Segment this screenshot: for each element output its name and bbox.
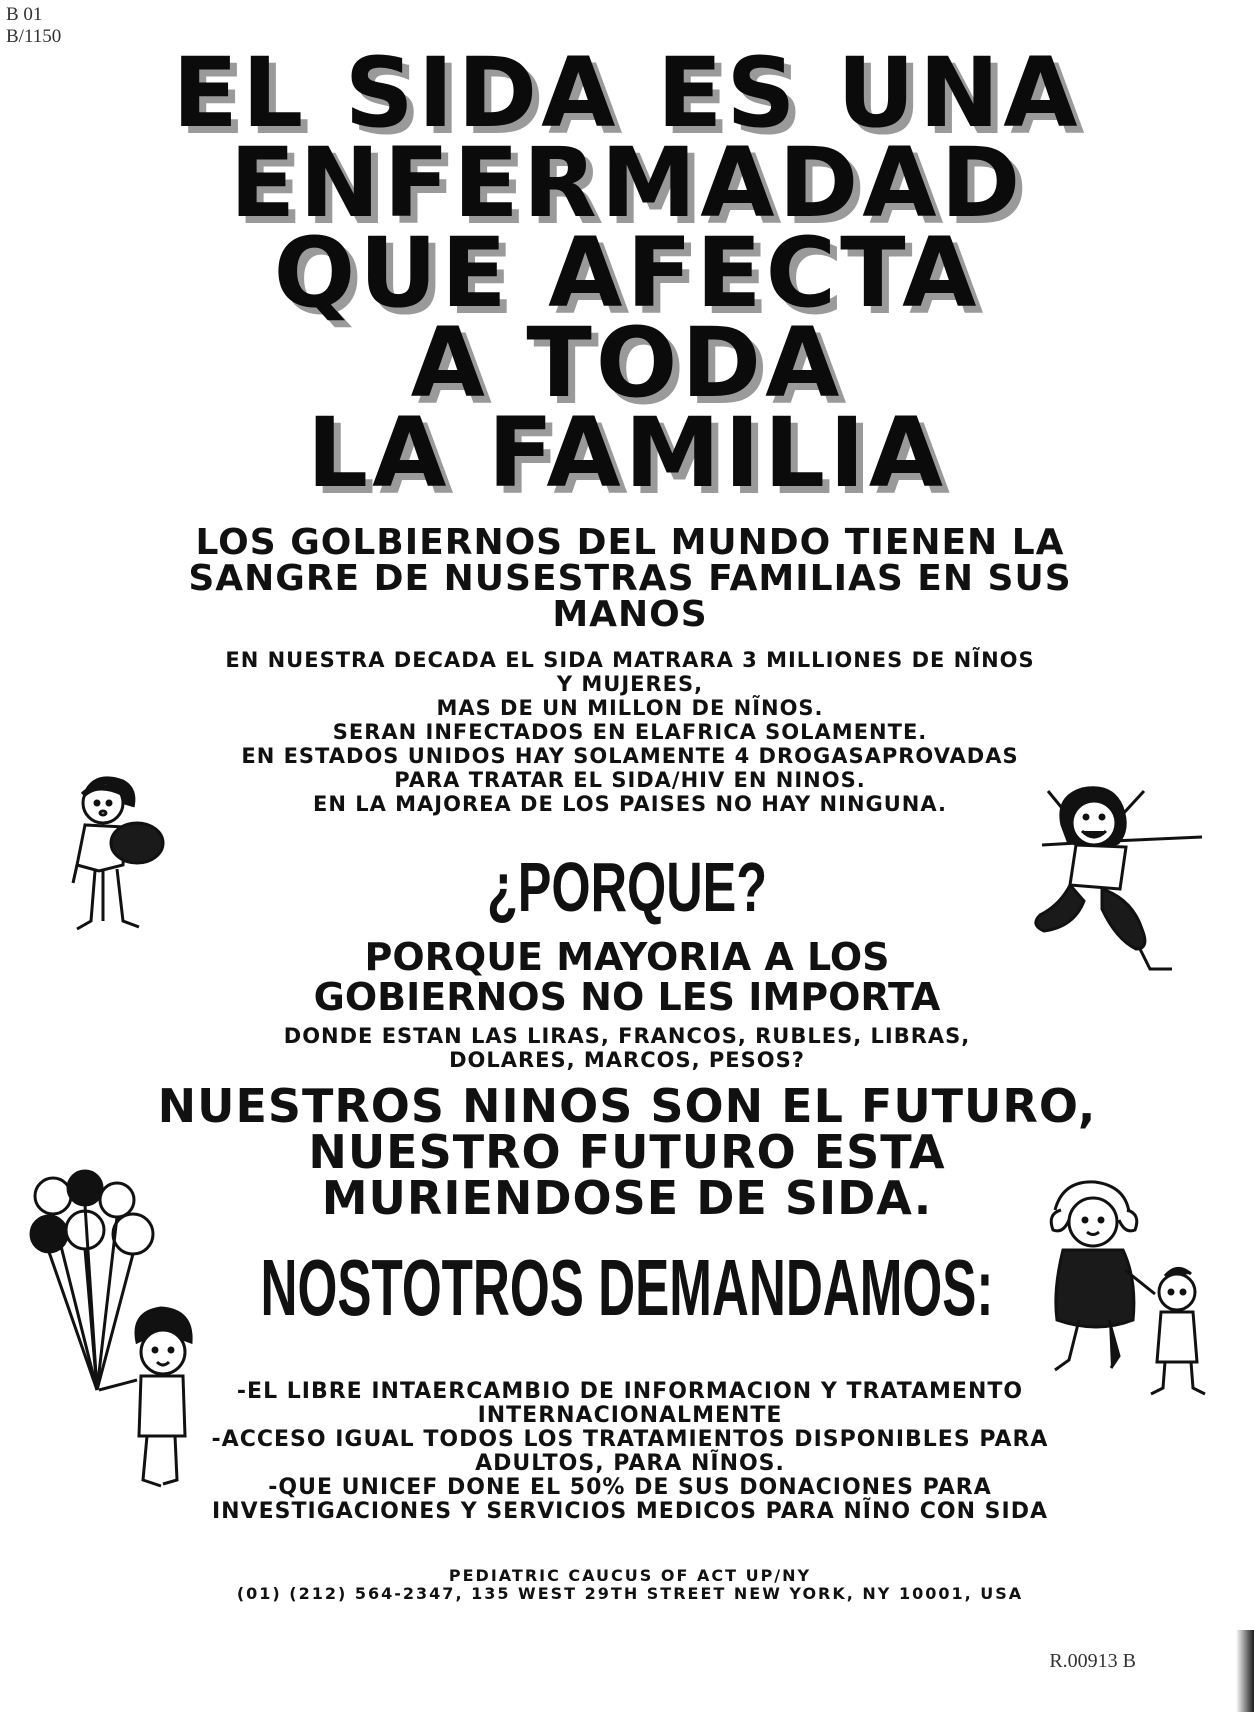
question-heading: ¿PORQUE? xyxy=(486,848,768,926)
footer-org: PEDIATRIC CAUCUS OF ACT UP/NY xyxy=(448,1566,812,1585)
demand-line: ADULTOS, PARA NĨNOS. xyxy=(475,1451,785,1476)
demand-line: -ACCESO IGUAL TODOS LOS TRATAMIENTOS DISPONIBLES PARA xyxy=(211,1427,1049,1452)
demands-list xyxy=(170,1380,1090,1524)
child-with-balloons-illustration xyxy=(25,1170,210,1500)
archive-mark-top-left xyxy=(6,4,61,48)
footer-address: (01) (212) 564-2347, 135 WEST 29TH STREET NEW YORK, NY 10001, USA xyxy=(236,1584,1024,1603)
archive-mark-line: B/1150 xyxy=(6,26,62,47)
subheadline xyxy=(60,522,1200,635)
currencies-block xyxy=(160,1024,1094,1072)
headline-line: QUE AFECTA xyxy=(273,217,981,329)
fact-line: MAS DE UN MILLON DE NĨNOS. xyxy=(436,696,824,720)
fact-line: PARA TRATAR EL SIDA/HIV EN NINOS. xyxy=(394,768,866,792)
fact-line: Y MUJERES, xyxy=(556,672,704,696)
answer-line: GOBIERNOS NO LES IMPORTA xyxy=(313,975,941,1019)
headline-line: A TODA xyxy=(410,307,844,419)
headline-line: ENFERMADAD xyxy=(229,127,1025,239)
footer-contact xyxy=(130,1567,1130,1603)
fact-line: EN NUESTRA DECADA EL SIDA MATRARA 3 MILLIONES DE NĨNOS xyxy=(225,648,1035,672)
archive-mark-bottom-right: R.00913 B xyxy=(1049,1650,1136,1672)
fact-line: SERAN INFECTADOS EN ELAFRICA SOLAMENTE. xyxy=(332,720,928,744)
headline-line: EL SIDA ES UNA xyxy=(172,37,1082,149)
subheadline-line: SANGRE DE NUSESTRAS FAMILIAS EN SUS xyxy=(188,558,1072,599)
future-line: NUESTROS NINOS SON EL FUTURO, xyxy=(157,1079,1097,1133)
subheadline-line: MANOS xyxy=(552,594,708,635)
archive-mark-line: B 01 xyxy=(6,4,43,25)
fact-line: EN ESTADOS UNIDOS HAY SOLAMENTE 4 DROGASAPROVADAS xyxy=(241,744,1019,768)
boy-with-ball-illustration xyxy=(55,765,175,945)
headline-line: LA FAMILIA xyxy=(306,397,948,509)
answer-line: PORQUE MAYORIA A LOS xyxy=(364,935,890,979)
answer-block xyxy=(160,937,1094,1017)
demand-heading: NOSTOTROS DEMANDAMOS: xyxy=(260,1243,994,1332)
poster-headline xyxy=(0,37,1254,509)
currencies-line: DONDE ESTAN LAS LIRAS, FRANCOS, RUBLES, LIBRAS, xyxy=(283,1024,971,1048)
currencies-line: DOLARES, MARCOS, PESOS? xyxy=(449,1048,805,1072)
future-line: MURIENDOSE DE SIDA. xyxy=(321,1171,933,1225)
girl-with-toddler-illustration xyxy=(1045,1180,1220,1410)
scan-edge-shadow xyxy=(1236,1630,1254,1712)
demand-line: INTERNACIONALMENTE xyxy=(477,1403,783,1428)
demand-line: -EL LIBRE INTAERCAMBIO DE INFORMACION Y TRATAMENTO xyxy=(236,1379,1024,1404)
girl-jumping-illustration xyxy=(1022,785,1227,1000)
fact-line: EN LA MAJOREA DE LOS PAISES NO HAY NINGUNA. xyxy=(312,792,948,816)
subheadline-line: LOS GOLBIERNOS DEL MUNDO TIENEN LA xyxy=(195,522,1065,563)
demand-line: -QUE UNICEF DONE EL 50% DE SUS DONACIONES PARA xyxy=(268,1475,992,1500)
future-line: NUESTRO FUTURO ESTA xyxy=(308,1125,946,1179)
facts-block xyxy=(150,648,1110,816)
demand-line: INVESTIGACIONES Y SERVICIOS MEDICOS PARA NĨNO CON SIDA xyxy=(212,1499,1048,1524)
